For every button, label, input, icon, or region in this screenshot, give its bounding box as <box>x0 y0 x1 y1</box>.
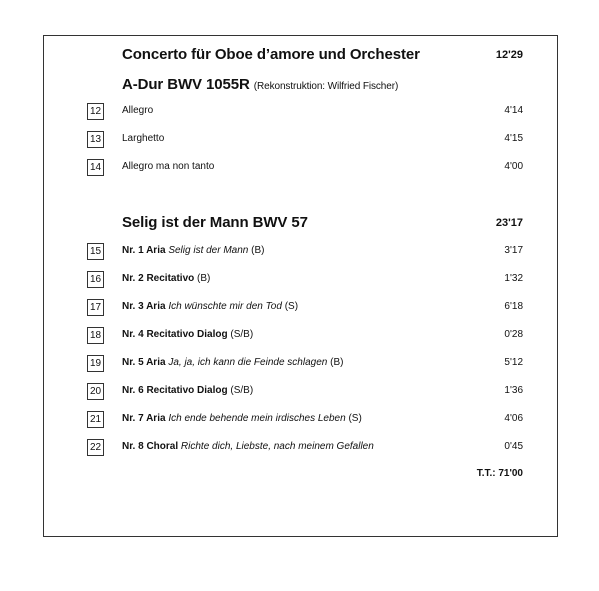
track-title <box>122 161 214 172</box>
track-row <box>0 327 599 345</box>
track-text-incipit: Selig ist der Mann <box>168 245 249 256</box>
track-duration: 4'00 <box>504 161 523 172</box>
track-duration: 1'32 <box>504 273 523 284</box>
track-title <box>122 329 253 340</box>
track-voice: (B) <box>251 245 265 256</box>
track-number: 22 <box>87 439 104 456</box>
track-voice: (S) <box>284 301 299 312</box>
track-duration: 6'18 <box>504 301 523 312</box>
track-text-incipit: Ja, ja, ich kann die Feinde schlagen <box>168 357 328 368</box>
track-duration: 1'36 <box>504 385 523 396</box>
track-label: Nr. 7 Aria <box>122 413 166 424</box>
track-row <box>0 299 599 317</box>
work1-note: (Rekonstruktion: Wilfried Fischer) <box>253 81 399 92</box>
track-duration: 3'17 <box>504 245 523 256</box>
track-duration: 0'28 <box>504 329 523 340</box>
track-row <box>0 243 599 261</box>
track-duration: 5'12 <box>504 357 523 368</box>
track-voice: (B) <box>330 357 344 368</box>
track-label: Nr. 3 Aria <box>122 301 166 312</box>
track-text-incipit: Ich ende behende mein irdisches Leben <box>168 413 346 424</box>
track-duration: 4'06 <box>504 413 523 424</box>
track-title <box>122 441 374 452</box>
track-number: 19 <box>87 355 104 372</box>
track-number: 13 <box>87 131 104 148</box>
track-voice: (S/B) <box>230 385 254 396</box>
track-title <box>122 385 253 396</box>
track-duration: 4'15 <box>504 133 523 144</box>
track-row <box>0 103 599 121</box>
track-row <box>0 355 599 373</box>
track-voice: (B) <box>197 273 211 284</box>
track-title <box>122 273 210 284</box>
track-row <box>0 131 599 149</box>
track-title <box>122 413 362 424</box>
track-label: Nr. 4 Recitativo Dialog <box>122 329 228 340</box>
track-number: 15 <box>87 243 104 260</box>
track-row <box>0 439 599 457</box>
track-voice: (S/B) <box>230 329 254 340</box>
track-title <box>122 245 265 256</box>
work1-total: 12'29 <box>495 49 523 61</box>
track-text-incipit: Richte dich, Liebste, nach meinem Gefallen <box>180 441 374 452</box>
track-title <box>122 105 153 116</box>
track-label: Nr. 1 Aria <box>122 245 166 256</box>
track-duration: 0'45 <box>504 441 523 452</box>
track-row <box>0 411 599 429</box>
track-number: 12 <box>87 103 104 120</box>
work2-title: Selig ist der Mann BWV 57 <box>122 214 308 231</box>
total-time: T.T.: 71'00 <box>476 468 523 479</box>
track-label: Nr. 5 Aria <box>122 357 166 368</box>
track-label: Allegro <box>122 105 154 116</box>
work1-subtitle <box>122 76 398 93</box>
track-title <box>122 357 343 368</box>
track-number: 16 <box>87 271 104 288</box>
track-text-incipit: Ich wünschte mir den Tod <box>168 301 282 312</box>
track-number: 18 <box>87 327 104 344</box>
track-row <box>0 383 599 401</box>
track-row <box>0 271 599 289</box>
track-number: 17 <box>87 299 104 316</box>
track-label: Nr. 8 Choral <box>122 441 179 452</box>
track-label: Larghetto <box>122 133 165 144</box>
track-label: Nr. 6 Recitativo Dialog <box>122 385 228 396</box>
track-number: 14 <box>87 159 104 176</box>
work1-title: Concerto für Oboe d’amore und Orchester <box>122 46 420 63</box>
work2-total: 23'17 <box>495 217 523 229</box>
track-duration: 4'14 <box>504 105 523 116</box>
track-title <box>122 133 164 144</box>
track-number: 20 <box>87 383 104 400</box>
track-number: 21 <box>87 411 104 428</box>
track-label: Allegro ma non tanto <box>122 161 215 172</box>
track-title <box>122 301 298 312</box>
track-label: Nr. 2 Recitativo <box>122 273 195 284</box>
track-voice: (S) <box>348 413 362 424</box>
track-row <box>0 159 599 177</box>
work1-key: A-Dur BWV 1055R <box>122 76 250 93</box>
